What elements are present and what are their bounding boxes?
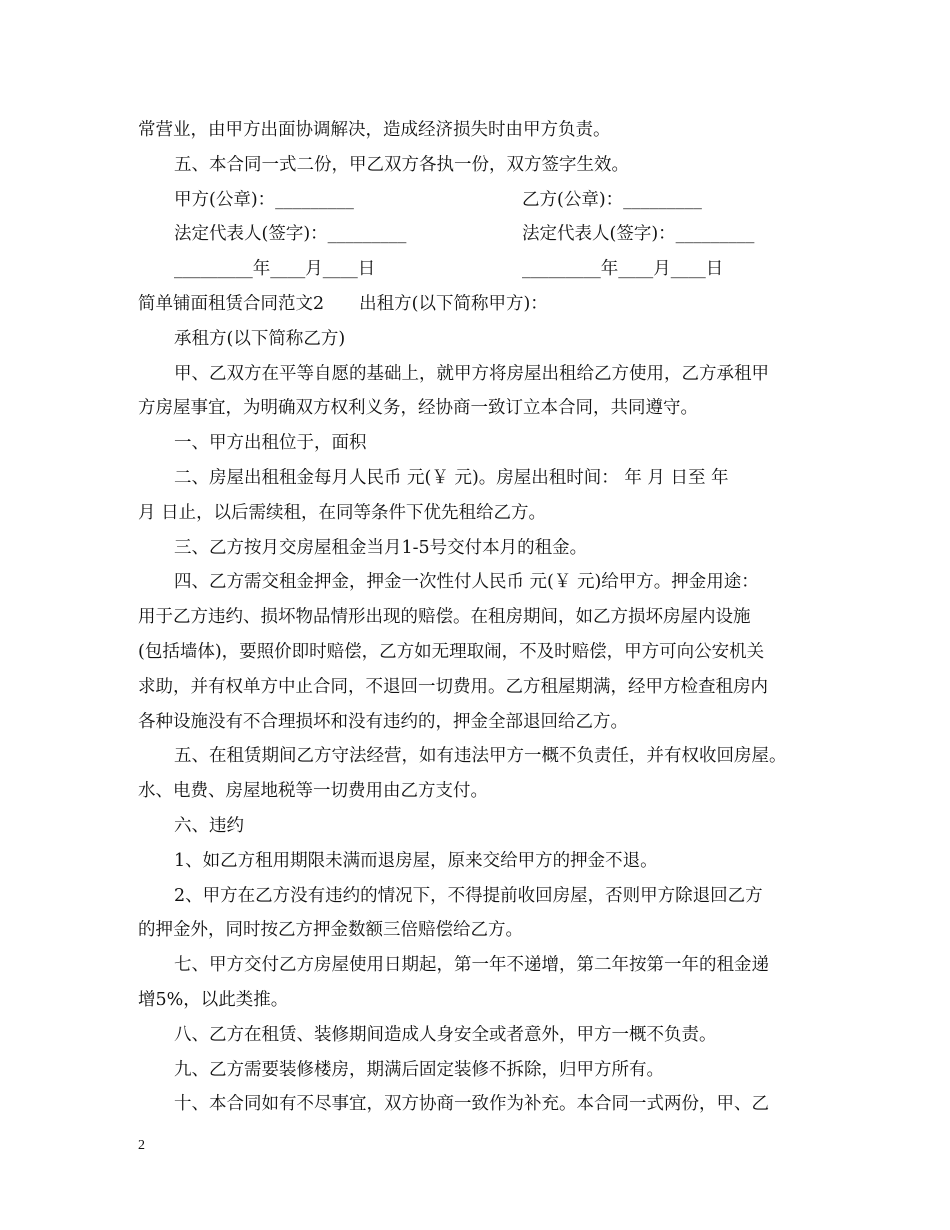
contract-text — [138, 287, 810, 1122]
party-a-representative: 法定代表人(签字)：_________ — [174, 224, 407, 245]
paragraph-line: 五、本合同一式二份，甲乙双方各执一份，双方签字生效。 — [174, 154, 629, 175]
paragraph-line: 五、在租赁期间乙方守法经营，如有违法甲方一概不负责任，并有权收回房屋。 — [174, 746, 787, 767]
paragraph-line: 承租方(以下简称乙方) — [174, 328, 346, 349]
paragraph-line: 简单铺面租赁合同范文2 出租方(以下简称甲方)： — [138, 293, 548, 314]
paragraph-line: 的押金外，同时按乙方押金数额三倍赔偿给乙方。 — [138, 920, 523, 941]
paragraph-line: 六、违约 — [174, 815, 244, 836]
party-b-representative: 法定代表人(签字)：_________ — [522, 224, 755, 245]
paragraph-line: (包括墙体)，要照价即时赔偿，乙方如无理取闹，不及时赔偿，甲方可向公安机关 — [138, 641, 765, 662]
paragraph-line: 1、如乙方租用期限未满而退房屋，原来交给甲方的押金不退。 — [174, 850, 658, 871]
paragraph-line: 甲、乙双方在平等自愿的基础上，就甲方将房屋出租给乙方使用，乙方承租甲 — [174, 363, 769, 384]
paragraph-line: 水、电费、房屋地税等一切费用由乙方支付。 — [138, 781, 488, 802]
party-a-date: _________年____月____日 — [174, 259, 376, 280]
page-number: 2 — [138, 1138, 145, 1153]
paragraph-line: 二、房屋出租租金每月人民币 元(￥ 元)。房屋出租时间： 年 月 日至 年 — [174, 467, 729, 488]
signature-row — [138, 252, 810, 287]
paragraph-line: 月 日止，以后需续租，在同等条件下优先租给乙方。 — [138, 502, 547, 523]
paragraph-line: 九、乙方需要装修楼房，期满后固定装修不拆除，归甲方所有。 — [174, 1059, 664, 1080]
paragraph-line: 用于乙方违约、损坏物品情形出现的赔偿。在租房期间，如乙方损坏房屋内设施 — [138, 607, 751, 628]
party-b-date: _________年____月____日 — [522, 259, 724, 280]
paragraph-line: 十、本合同如有不尽事宜，双方协商一致作为补充。本合同一式两份，甲、乙 — [174, 1094, 769, 1115]
paragraph-line: 各种设施没有不合理损坏和没有违约的，押金全部退回给乙方。 — [138, 711, 628, 732]
paragraph-line: 三、乙方按月交房屋租金当月1-5号交付本月的租金。 — [174, 537, 588, 558]
signature-row — [138, 183, 810, 218]
paragraph-line: 四、乙方需交租金押金，押金一次性付人民币 元(￥ 元)给甲方。押金用途： — [174, 572, 759, 593]
paragraph-line: 2、甲方在乙方没有违约的情况下，不得提前收回房屋，否则甲方除退回乙方 — [174, 885, 763, 906]
paragraph-line: 七、甲方交付乙方房屋使用日期起，第一年不递增，第二年按第一年的租金递 — [174, 955, 769, 976]
paragraph-line: 一、甲方出租位于，面积 — [174, 433, 367, 454]
signature-row — [138, 217, 810, 252]
paragraph-line: 八、乙方在租赁、装修期间造成人身安全或者意外，甲方一概不负责。 — [174, 1024, 717, 1045]
paragraph-line: 增5%，以此类推。 — [138, 989, 289, 1010]
document-body — [138, 113, 810, 1122]
party-a-seal: 甲方(公章)：_________ — [174, 189, 354, 210]
paragraph-line: 求助，并有权单方中止合同，不退回一切费用。乙方租屋期满，经甲方检查租房内 — [138, 676, 768, 697]
party-b-seal: 乙方(公章)：_________ — [522, 189, 702, 210]
paragraph-line: 方房屋事宜，为明确双方权利义务，经协商一致订立本合同，共同遵守。 — [138, 398, 698, 419]
paragraph-line: 常营业，由甲方出面协调解决，造成经济损失时由甲方负责。 — [138, 120, 611, 140]
